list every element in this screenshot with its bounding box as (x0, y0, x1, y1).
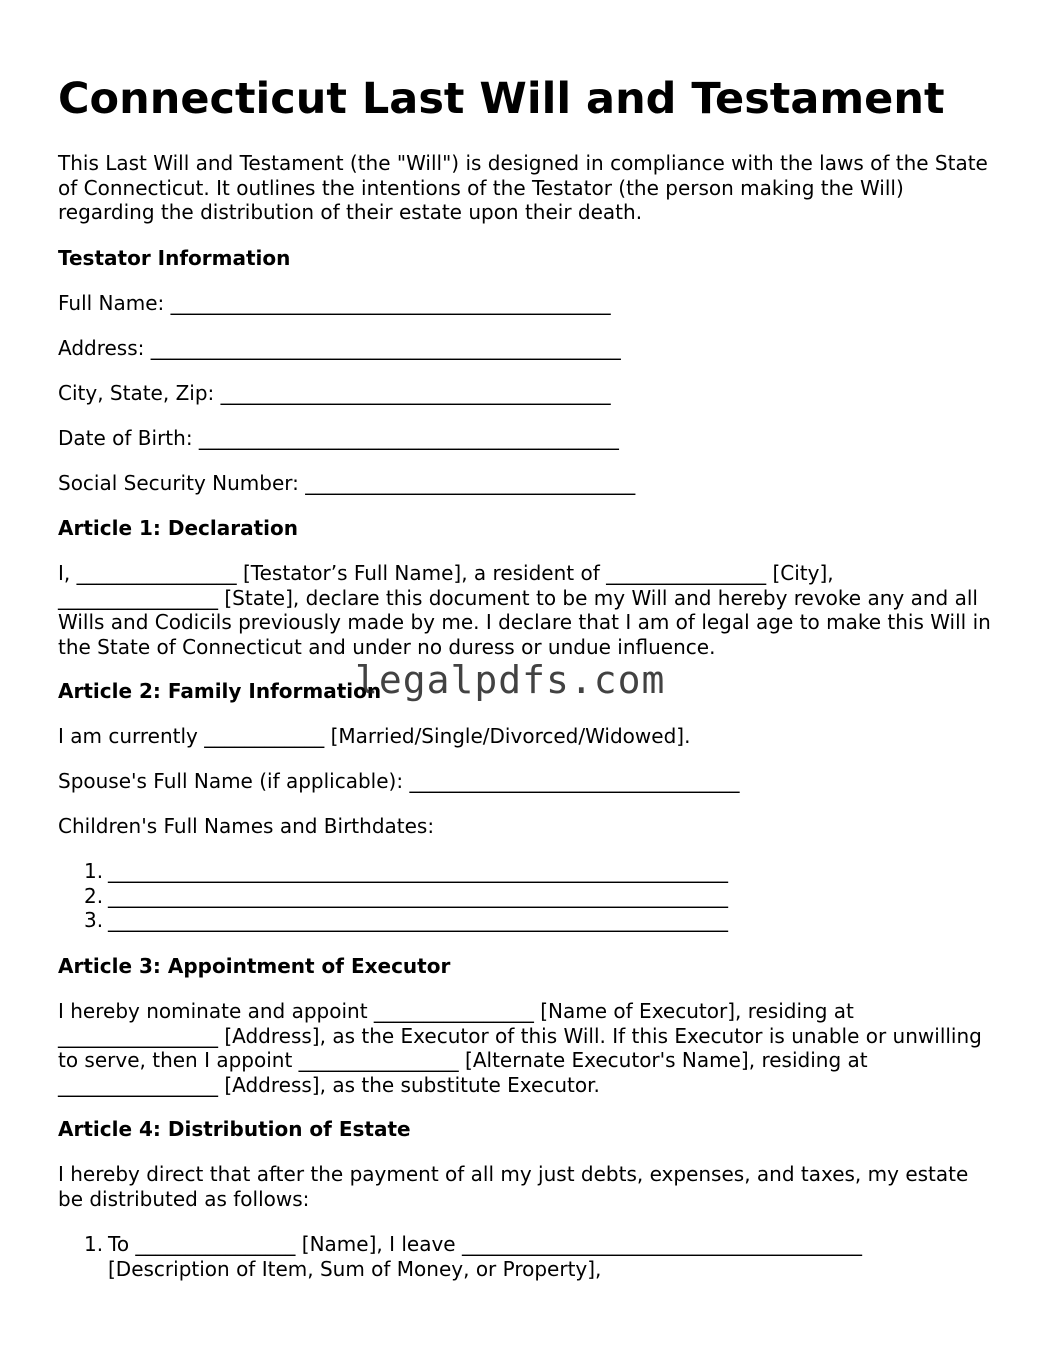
article3-heading: Article 3: Appointment of Executor (58, 954, 451, 978)
testator-heading: Testator Information (58, 246, 291, 270)
article2-heading: Article 2: Family Information (58, 679, 382, 703)
article4-paragraph: I hereby direct that after the payment of all my just debts, expenses, and taxes, my estate be distributed as follows: (58, 1162, 969, 1211)
children-list (58, 859, 728, 933)
spouse-name-field: Spouse's Full Name (if applicable): _________________________________ (58, 769, 740, 793)
full-name-field: Full Name: ____________________________________________ (58, 291, 611, 315)
marital-status-line: I am currently ____________ [Married/Single/Divorced/Widowed]. (58, 724, 691, 748)
list-number: 1. (84, 859, 104, 883)
address-field: Address: _______________________________________________ (58, 336, 621, 360)
article3-paragraph: I hereby nominate and appoint ________________ [Name of Executor], residing at ________________ [Address], as the Executor of this Will. If this Executor is unable or unwilling to serve, then I appoint ________________ [Alternate Executor's Name], residing at ________________ [Address], as the substitute Executor. (58, 999, 982, 1097)
article1-heading: Article 1: Declaration (58, 516, 298, 540)
distribution-entry: To ________________ [Name], I leave ________________________________________ [Description of Item, Sum of Money, or Property], (108, 1232, 862, 1281)
intro-paragraph: This Last Will and Testament (the "Will") is designed in compliance with the laws of the State of Connecticut. It outlines the intentions of the Testator (the person making the Will) regarding the distribution of their estate upon their death. (58, 151, 988, 224)
list-item (58, 884, 728, 909)
list-item (58, 1232, 988, 1281)
article1-paragraph: I, ________________ [Testator’s Full Name], a resident of ________________ [City], ________________ [State], declare this document to be my Will and hereby revoke any and all Wills and Codicils previously made by me. I declare that I am of legal age to make this Will in the State of Connecticut and under no duress or undue influence. (58, 561, 991, 659)
list-number: 2. (84, 883, 104, 908)
list-number: 1. (84, 1232, 104, 1256)
distribution-list (58, 1232, 988, 1281)
list-number: 3. (84, 908, 104, 932)
document-title: Connecticut Last Will and Testament (58, 74, 945, 124)
date-of-birth-field: Date of Birth: __________________________________________ (58, 426, 619, 450)
article4-heading: Article 4: Distribution of Estate (58, 1117, 411, 1141)
city-state-zip-field: City, State, Zip: _______________________________________ (58, 381, 611, 405)
list-item (58, 859, 728, 884)
child-entry-line: ______________________________________________________________ (108, 883, 728, 908)
list-item (58, 908, 728, 933)
child-entry-line: ______________________________________________________________ (108, 859, 728, 883)
ssn-field: Social Security Number: _________________________________ (58, 471, 636, 495)
watermark-text: legalpdfs.com (355, 658, 666, 702)
children-label: Children's Full Names and Birthdates: (58, 814, 435, 838)
child-entry-line: ______________________________________________________________ (108, 908, 728, 932)
